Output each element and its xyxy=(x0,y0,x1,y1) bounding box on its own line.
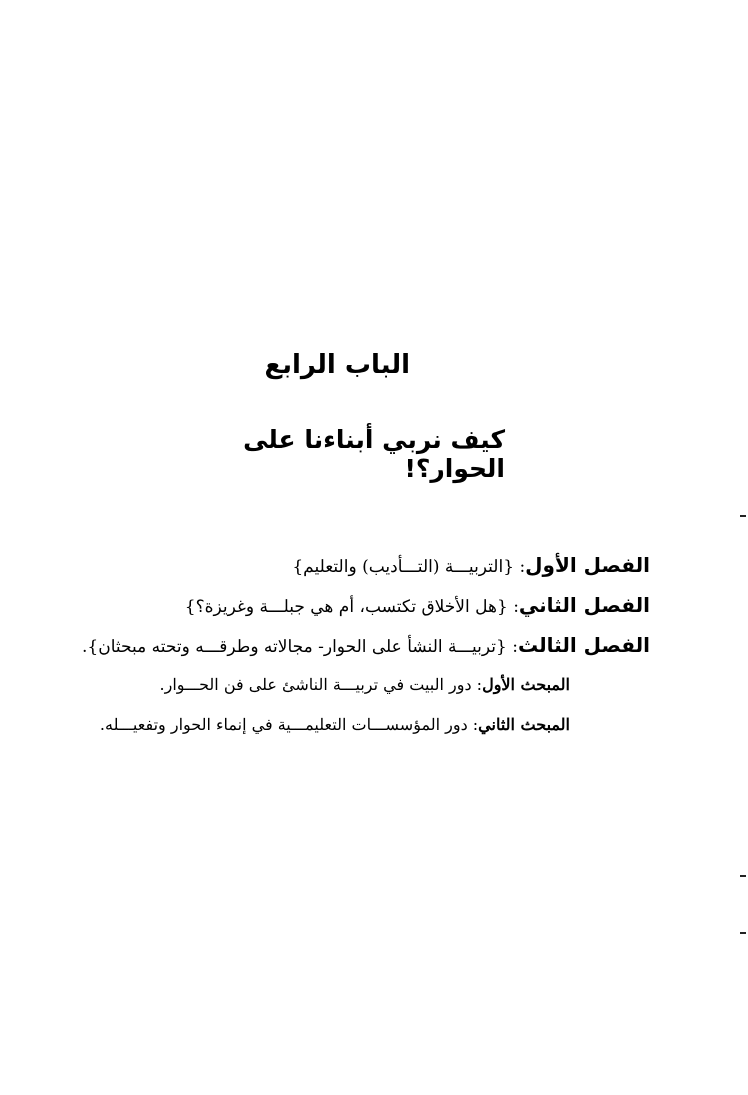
section-text: دور البيت في تربيـــة الناشئ على فن الحـــوار. xyxy=(159,675,472,694)
chapter-row-3 xyxy=(82,625,650,665)
chapter-separator: : xyxy=(513,597,519,617)
scan-edge-mark xyxy=(740,875,746,877)
section-separator: : xyxy=(472,715,479,734)
part-subtitle: كيف نربي أبناءنا على الحوار؟! xyxy=(243,425,505,483)
chapter-label: الفصل الثالث xyxy=(517,633,650,657)
chapter-label: الفصل الثاني xyxy=(518,593,650,617)
chapter-separator: : xyxy=(519,557,526,577)
chapter-label: الفصل الأول xyxy=(525,553,650,577)
section-label: المبحث الثاني xyxy=(478,715,570,734)
chapter-row-1 xyxy=(90,545,650,585)
section-label: المبحث الأول xyxy=(482,675,570,694)
chapter-text: {هل الأخلاق تكتسب، أم هي جبلـــة وغريزة؟} xyxy=(184,597,508,617)
table-of-contents xyxy=(82,545,650,745)
section-separator: : xyxy=(476,675,483,694)
chapter-row-2 xyxy=(90,585,650,625)
part-title: الباب الرابع xyxy=(264,350,410,380)
chapter-separator: : xyxy=(512,637,518,657)
section-row-1 xyxy=(90,665,650,705)
scan-edge-mark xyxy=(740,932,746,934)
section-text: دور المؤسســـات التعليمـــية في إنماء الحوار وتفعيـــله. xyxy=(99,715,468,734)
scan-edge-mark xyxy=(740,515,746,517)
chapter-text: {التربيـــة (التـــأديب) والتعليم} xyxy=(292,557,515,577)
chapter-text: {تربيـــة النشأ على الحوار- مجالاته وطرقـــه وتحته مبحثان}. xyxy=(82,637,507,657)
section-row-2 xyxy=(90,705,650,745)
